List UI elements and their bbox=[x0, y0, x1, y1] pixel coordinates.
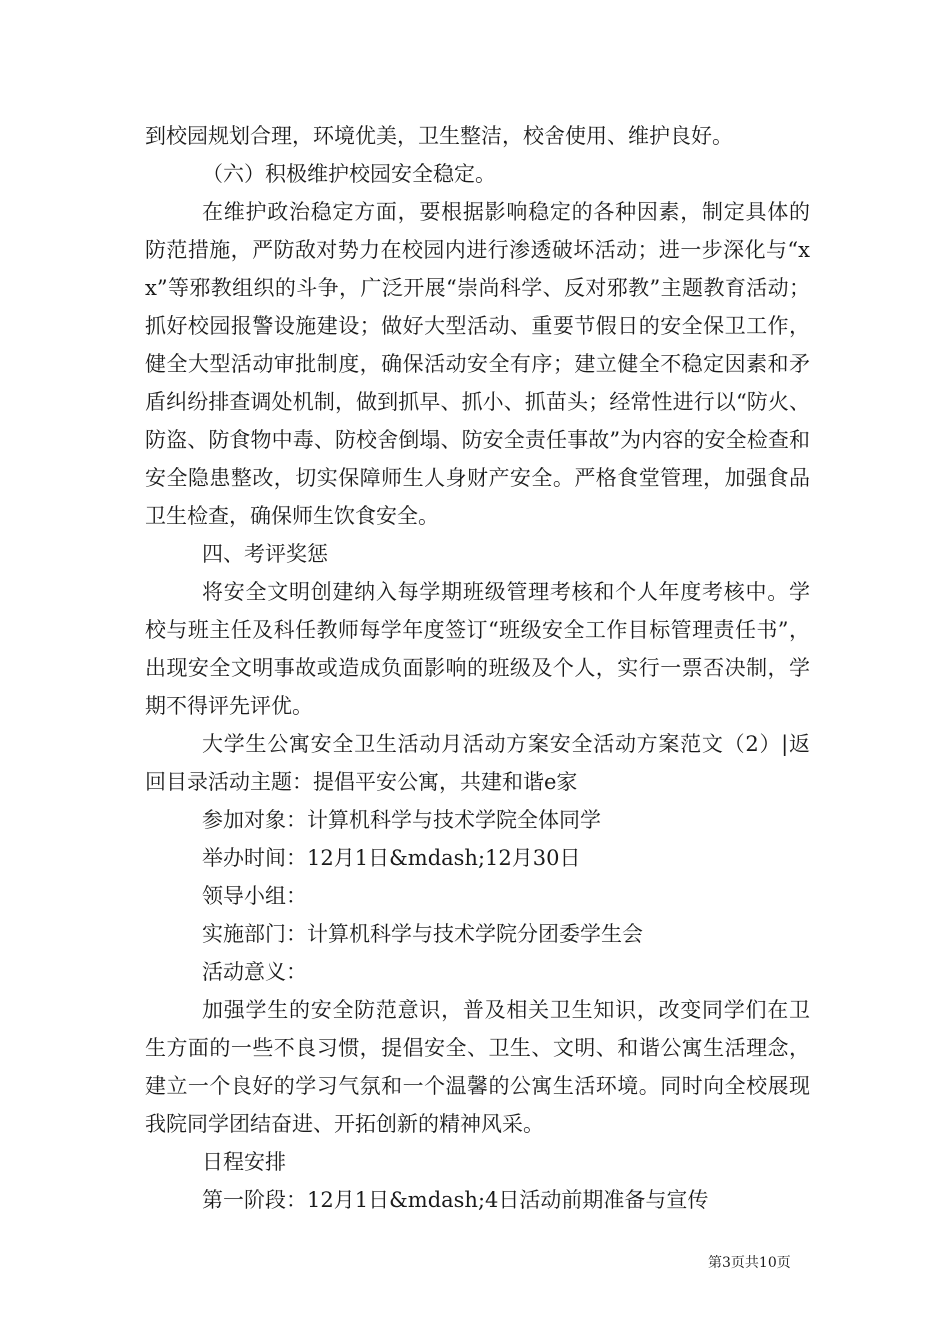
line-phase-one: 第一阶段：12月1日&mdash;4日活动前期准备与宣传 bbox=[202, 1188, 709, 1212]
paragraph-campus-environment: 到校园规划合理，环境优美，卫生整洁，校舍使用、维护良好。 bbox=[145, 124, 733, 148]
page-number: 第3页共10页 bbox=[708, 1255, 791, 1271]
line-time: 举办时间：12月1日&mdash;12月30日 bbox=[202, 846, 581, 870]
line-department: 实施部门：计算机科学与技术学院分团委学生会 bbox=[202, 922, 643, 946]
paragraph-political-stability: 在维护政治稳定方面，要根据影响稳定的各种因素，制定具体的防范措施，严防敌对势力在校园内进行渗透破坏活动；进一步深化与“xx”等邪教组织的斗争，广泛开展“崇尚科学、反对邪教”主题教育活动；抓好校园报警设施建设；做好大型活动、重要节假日的安全保卫工作，健全大型活动审批制度，确保活动安全有序；建立健全不稳定因素和矛盾纠纷排查调处机制，做到抓早、抓小、抓苗头；经常性进行以“防火、防盗、防食物中毒、防校舍倒塌、防安全责任事故”为内容的安全检查和安全隐患整改，切实保障师生人身财产安全。严格食堂管理，加强食品卫生检查，确保师生饮食安全。 bbox=[145, 200, 810, 528]
heading-evaluation: 四、考评奖惩 bbox=[202, 542, 328, 566]
line-participants: 参加对象：计算机科学与技术学院全体同学 bbox=[202, 808, 601, 832]
document-body bbox=[145, 117, 810, 1219]
line-significance-heading: 活动意义： bbox=[202, 960, 307, 984]
paragraph-significance: 加强学生的安全防范意识，普及相关卫生知识，改变同学们在卫生方面的一些不良习惯，提倡安全、卫生、文明、和谐公寓生活理念，建立一个良好的学习气氛和一个温馨的公寓生活环境。同时向全校展现我院同学团结奋进、开拓创新的精神风采。 bbox=[145, 998, 810, 1136]
paragraph-evaluation: 将安全文明创建纳入每学期班级管理考核和个人年度考核中。学校与班主任及科任教师每学年度签订“班级安全工作目标管理责任书”，出现安全文明事故或造成负面影响的班级及个人，实行一票否决制，学期不得评先评优。 bbox=[145, 580, 810, 718]
line-schedule-heading: 日程安排 bbox=[202, 1150, 286, 1174]
line-leadership: 领导小组： bbox=[202, 884, 307, 908]
heading-campus-safety: （六）积极维护校园安全稳定。 bbox=[202, 162, 496, 186]
paragraph-activity-title: 大学生公寓安全卫生活动月活动方案安全活动方案范文（2）|返回目录活动主题：提倡平安公寓，共建和谐e家 bbox=[145, 732, 810, 794]
